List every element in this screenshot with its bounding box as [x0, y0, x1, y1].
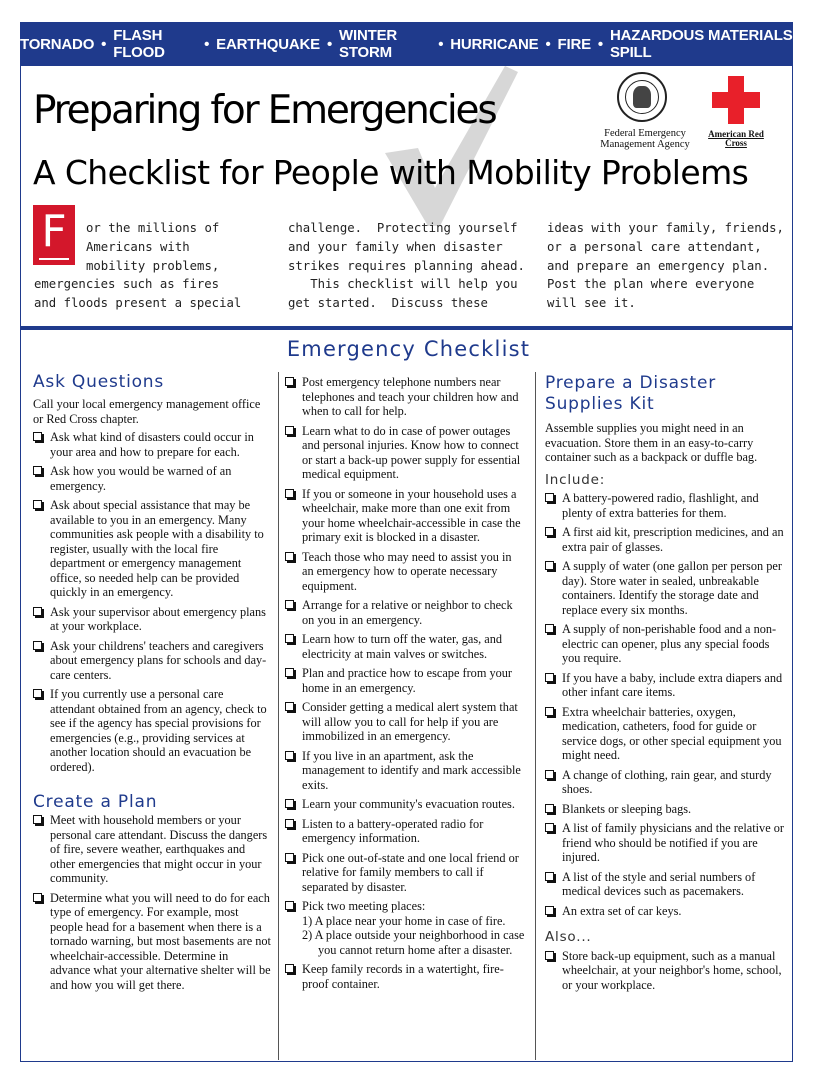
page-title: Preparing for Emergencies: [33, 88, 496, 133]
checklist-item: [285, 375, 525, 419]
checklist-item: [285, 632, 525, 661]
item-text: Post emergency telephone numbers near telephones and teach your children how and when to call for help.: [302, 375, 519, 418]
checkbox-icon: [285, 853, 294, 862]
checkbox-icon: [545, 624, 554, 633]
ask-intro: Call your local emergency management office or Red Cross chapter.: [33, 397, 261, 426]
checklist-item: [285, 817, 525, 846]
item-text: Store back-up equipment, such as a manual wheelchair, at your neighbor's home, school, or your workplace.: [562, 948, 782, 992]
item-text: Learn what to do in case of power outages and personal injuries. Know how to connect or start a back-up power supply for essential medical equipment.: [302, 423, 521, 481]
checklist-item: [33, 430, 271, 459]
red-cross-logo: [712, 76, 760, 124]
checkbox-icon: [285, 901, 294, 910]
ask-questions-heading: Ask Questions: [33, 372, 165, 392]
checkbox-icon: [545, 823, 554, 832]
checklist-item: [285, 851, 525, 895]
checkbox-icon: [33, 689, 42, 698]
kit-intro: Assemble supplies you might need in an evacuation. Store them in an easy-to-carry container such as a backpack or duffle bag.: [545, 421, 758, 464]
item-text: Learn your community's evacuation routes.: [302, 797, 515, 811]
checklist-item: [545, 904, 785, 919]
column-2: [285, 375, 525, 991]
checkbox-icon: [545, 707, 554, 716]
fema-name: Federal Emergency Management Agency: [600, 128, 690, 150]
intro-col3: ideas with your family, friends, or a personal care attendant, and prepare an emergency plan. Post the plan where everyone will see it.: [547, 221, 784, 311]
checklist-item: [33, 639, 271, 683]
bullet: •: [545, 35, 551, 53]
item-text: If you have a baby, include extra diapers and other infant care items.: [562, 670, 783, 699]
checklist-item: [285, 424, 525, 482]
checkbox-icon: [545, 561, 554, 570]
checkbox-icon: [545, 804, 554, 813]
column-rule: [278, 372, 279, 1060]
checklist-item: [33, 891, 271, 993]
item-text: A supply of water (one gallon per person per day). Store water in sealed, unbreakable containers. Identify the storage date and replace every six months.: [562, 559, 782, 617]
checklist-item: [545, 870, 785, 899]
checklist-item: [285, 550, 525, 594]
checkbox-icon: [33, 432, 42, 441]
checkbox-icon: [33, 607, 42, 616]
checkbox-icon: [545, 951, 554, 960]
item-text: Arrange for a relative or neighbor to check on you in an emergency.: [302, 598, 513, 627]
checklist-item: [545, 705, 785, 763]
checkbox-icon: [545, 906, 554, 915]
item-text: Learn how to turn off the water, gas, and electricity at main valves or switches.: [302, 632, 503, 661]
checklist-item: [285, 899, 525, 957]
checklist-item: [545, 622, 785, 666]
checklist-item: [33, 605, 271, 634]
checkbox-icon: [285, 600, 294, 609]
checklist-item: [33, 498, 271, 600]
hazard-hurricane: HURRICANE: [450, 35, 539, 53]
item-text: If you live in an apartment, ask the management to identify and mark accessible exits.: [302, 748, 521, 792]
checkbox-icon: [285, 819, 294, 828]
checkbox-icon: [285, 426, 294, 435]
checklist-item: [545, 768, 785, 797]
hazard-fire: FIRE: [557, 35, 591, 53]
item-text: Ask how you would be warned of an emergency.: [50, 464, 232, 493]
checklist-item: [545, 559, 785, 617]
supplies-kit-heading: Prepare a Disaster Supplies Kit: [545, 373, 716, 414]
checkbox-icon: [545, 527, 554, 536]
checkbox-icon: [285, 377, 294, 386]
item-text: Plan and practice how to escape from your home in an emergency.: [302, 666, 512, 695]
checklist-item: [285, 598, 525, 627]
checkbox-icon: [545, 493, 554, 502]
hazard-winter-storm: WINTER STORM: [339, 27, 398, 61]
hazard-flash-flood: FLASH FLOOD: [113, 27, 165, 61]
item-text: Ask your supervisor about emergency plans at your workplace.: [50, 604, 266, 633]
checkbox-icon: [545, 673, 554, 682]
checklist-item: [33, 464, 271, 493]
checkbox-icon: [33, 500, 42, 509]
fema-seal-logo: [617, 72, 667, 122]
item-text: A change of clothing, rain gear, and sturdy shoes.: [562, 767, 772, 796]
checkbox-icon: [285, 489, 294, 498]
hazard-tornado: TORNADO: [20, 35, 95, 53]
item-text: Ask about special assistance that may be available to you in an emergency. Many communities ask people with a disability to register, usually with the local fire department or emergency management office, so needed help can be provided quickly in an emergency.: [50, 498, 264, 599]
checklist-item: [33, 687, 271, 774]
checkbox-icon: [33, 893, 42, 902]
checklist-item: [545, 802, 785, 817]
checklist-item: [285, 487, 525, 545]
checkbox-icon: [285, 668, 294, 677]
item-text: Pick one out-of-state and one local friend or relative for family members to call if separated by disaster.: [302, 850, 519, 894]
section-divider: [20, 326, 793, 330]
meeting-place-1: 1) A place near your home in case of fire.: [302, 913, 506, 928]
intro-col1-bottom: emergencies such as fires and floods present a special: [34, 277, 242, 310]
item-text: Keep family records in a watertight, fire-proof container.: [302, 962, 504, 991]
checklist-item: [545, 491, 785, 520]
item-text: Meet with household members or your personal care attendant. Discuss the dangers of fire, severe weather, earthquakes and other emergencies that might occur in your community.: [50, 813, 268, 885]
bullet: •: [101, 35, 107, 53]
bullet: •: [326, 35, 333, 53]
column-1: [33, 372, 271, 992]
item-text: A supply of non-perishable food and a non-electric can opener, plus any special foods you require.: [562, 622, 777, 665]
checklist-item: [545, 949, 785, 993]
item-text: Listen to a battery-operated radio for emergency information.: [302, 816, 484, 845]
checkbox-icon: [545, 872, 554, 881]
item-text: If you currently use a personal care attendant obtained from an agency, check to see if the agency has special provisions for emergencies (e.g., providing services at another location should an evacuation be ordered).: [50, 687, 267, 774]
checkbox-icon: [285, 799, 294, 808]
create-plan-heading: Create a Plan: [33, 792, 158, 812]
checkbox-icon: [285, 751, 294, 760]
item-text: A list of the style and serial numbers of medical devices such as pacemakers.: [562, 869, 756, 898]
checklist-item: [545, 821, 785, 865]
checklist-item: [33, 813, 271, 886]
checklist-title: Emergency Checklist: [286, 337, 531, 361]
drop-cap-letter: F: [41, 206, 67, 257]
item-text: Determine what you will need to do for each type of emergency. For example, most people head for a basement when there is a tornado warning, but most basements are not wheelchair-accessible. Determine in advance what your alternative shelter will be and how you will get there.: [50, 890, 271, 992]
item-text: Ask what kind of disasters could occur in your area and how to prepare for each.: [50, 430, 254, 459]
checkmark-icon: [380, 58, 520, 228]
bullet: •: [597, 35, 603, 53]
item-text: Teach those who may need to assist you in an emergency how to operate necessary equipment.: [302, 549, 512, 593]
item-text: Pick two meeting places:: [302, 899, 426, 913]
hazard-earthquake: EARTHQUAKE: [216, 35, 320, 53]
checkbox-icon: [285, 702, 294, 711]
bullet: •: [204, 35, 210, 53]
item-text: Blankets or sleeping bags.: [562, 801, 692, 816]
checkbox-icon: [33, 641, 42, 650]
column-3: [545, 373, 785, 992]
column-rule: [535, 372, 536, 1060]
item-text: A battery-powered radio, flashlight, and plenty of extra batteries for them.: [562, 491, 759, 520]
checklist-item: [285, 666, 525, 695]
checkbox-icon: [285, 634, 294, 643]
checkbox-icon: [33, 466, 42, 475]
page-subtitle: A Checklist for People with Mobility Problems: [33, 153, 749, 192]
intro-col2: challenge. Protecting yourself and your family when disaster strikes requires planning ahead. This checklist will help you get started. Discuss these: [288, 221, 525, 311]
checkbox-icon: [285, 964, 294, 973]
item-text: An extra set of car keys.: [562, 903, 682, 918]
checklist-item: [285, 749, 525, 793]
checklist-item: [285, 700, 525, 744]
red-cross-name: American Red Cross: [708, 129, 764, 148]
bullet: •: [438, 35, 444, 53]
item-text: Consider getting a medical alert system that will allow you to call for help if you are immobilized in an emergency.: [302, 700, 518, 743]
item-text: Extra wheelchair batteries, oxygen, medication, catheters, food for guide or service dogs, or other special equipment you might need.: [562, 704, 782, 762]
checkbox-icon: [545, 770, 554, 779]
intro-col1-top: or the millions of Americans with mobility problems,: [86, 221, 220, 273]
checklist-item: [285, 962, 525, 991]
checklist-item: [545, 525, 785, 554]
item-text: Ask your childrens' teachers and caregivers about emergency plans for schools and day-care centers.: [50, 638, 267, 682]
drop-cap: [33, 205, 75, 265]
also-label: Also...: [545, 929, 592, 945]
item-text: A first aid kit, prescription medicines, and an extra pair of glasses.: [562, 525, 784, 554]
meeting-place-2: 2) A place outside your neighborhood in case you cannot return home after a disaster.: [302, 928, 525, 957]
include-label: Include:: [545, 471, 606, 488]
checklist-item: [545, 671, 785, 700]
item-text: A list of family physicians and the relative or friend who should be notified if you are injured.: [562, 821, 784, 864]
checklist-item: [285, 797, 525, 812]
item-text: If you or someone in your household uses a wheelchair, make more than one exit from your home wheelchair-accessible in case the primary exit is blocked in a disaster.: [302, 486, 521, 544]
hazard-hazmat: HAZARDOUS MATERIALS SPILL: [609, 27, 793, 61]
checkbox-icon: [285, 552, 294, 561]
checkbox-icon: [33, 815, 42, 824]
